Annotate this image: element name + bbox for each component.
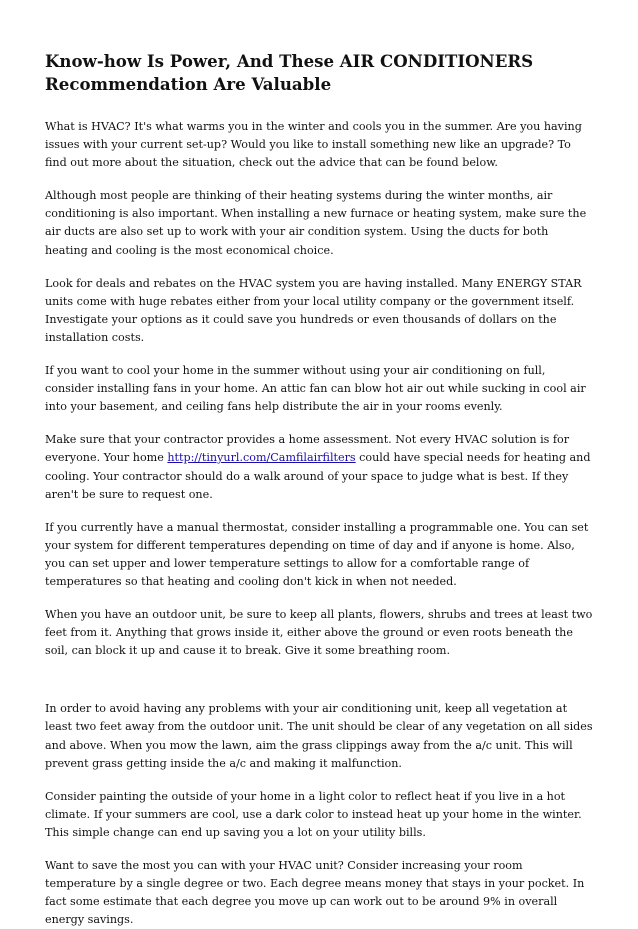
paragraph-2: Although most people are thinking of their heating systems during the winter months, air conditioning is also important. When installing a new furnace or heating system, make sure the air ducts are also set up to work with your air condition system. Using the ducts for both heating and cooling is the most economical choice. <box>45 189 587 257</box>
paragraph-9: Consider painting the outside of your home in a light color to reflect heat if you live in a hot climate. If your summers are cool, use a dark color to instead heat up your home in the winter. This simple change can end up saving you a lot on your utility bills. <box>45 789 582 839</box>
title-line-1: Know-how Is Power, And These AIR CONDITIONERS <box>45 51 534 71</box>
document-title <box>45 50 594 96</box>
paragraph-1: What is HVAC? It's what warms you in the winter and cools you in the summer. Are you having issues with your current set-up? Would you like to install something new like an upgrade? To find out more about the situation, check out the advice that can be found below. <box>45 120 582 170</box>
paragraph-4: If you want to cool your home in the summer without using your air conditioning on full, consider installing fans in your home. An attic fan can blow hot air out while sucking in cool air into your basement, and ceiling fans help distribute the air in your rooms evenly. <box>45 364 586 414</box>
paragraph-5-text-after: could have special needs for heating and cooling. Your contractor should do a walk around of your space to judge what is best. If they aren't be sure to request one. <box>45 451 591 501</box>
paragraph-8: In order to avoid having any problems with your air conditioning unit, keep all vegetation at least two feet away from the outdoor unit. The unit should be clear of any vegetation on all sides and above. When you mow the lawn, aim the grass clippings away from the a/c unit. This will prevent grass getting inside the a/c and making it malfunction. <box>45 702 593 770</box>
camfil-link[interactable]: http://tinyurl.com/Camfilairfilters <box>167 451 356 465</box>
paragraph-7: When you have an outdoor unit, be sure to keep all plants, flowers, shrubs and trees at least two feet from it. Anything that grows inside it, either above the ground or even roots beneath the soil, can block it up and cause it to break. Give it some breathing room. <box>45 608 593 658</box>
paragraph-6: If you currently have a manual thermostat, consider installing a programmable one. You can set your system for different temperatures depending on time of day and if anyone is home. Also, you can set upper and lower temperature settings to allow for a comfortable range of temperatures so that heating and cooling don't kick in when not needed. <box>45 520 589 588</box>
title-line-2: Recommendation Are Valuable <box>45 74 332 94</box>
paragraph-10: Want to save the most you can with your HVAC unit? Consider increasing your room temperature by a single degree or two. Each degree means money that stays in your pocket. In fact some estimate that each degree you move up can work out to be around 9% in overall energy savings. <box>45 859 585 927</box>
paragraph-3: Look for deals and rebates on the HVAC system you are having installed. Many ENERGY STAR units come with huge rebates either from your local utility company or the government itself. Investigate your options as it could save you hundreds or even thousands of dollars on the installation costs. <box>45 276 582 344</box>
paragraph-5-text-before: Make sure that your contractor provides a home assessment. Not every HVAC solution is for everyone. Your home <box>45 433 570 465</box>
paragraph-5 <box>45 431 594 503</box>
